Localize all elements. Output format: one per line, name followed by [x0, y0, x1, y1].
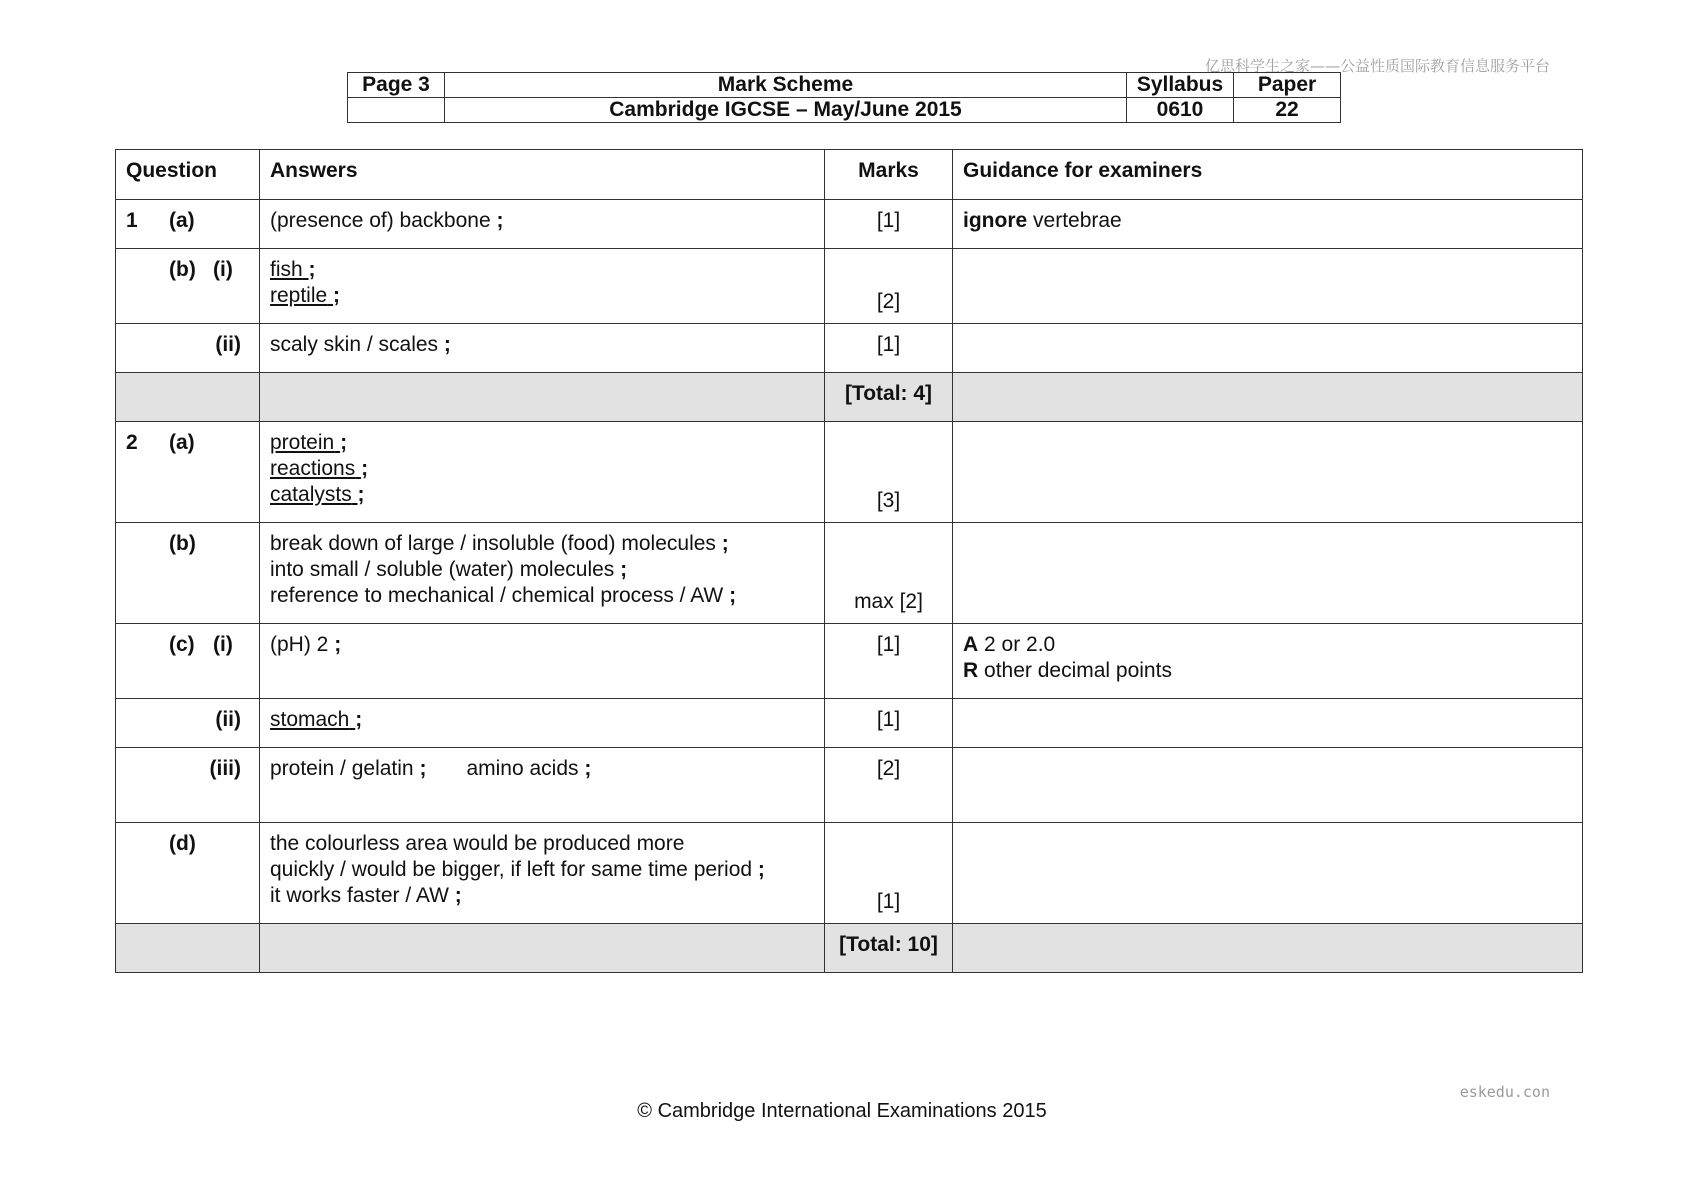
guidance-cell — [953, 249, 1583, 324]
separator: ; — [620, 558, 628, 581]
answer-text: quickly / would be bigger, if left for same time period — [270, 858, 753, 881]
total-row — [116, 373, 1583, 422]
guidance-text: 2 or 2.0 — [984, 633, 1056, 656]
table-row — [116, 249, 1583, 324]
answer-text: reference to mechanical / chemical process / AW — [270, 584, 724, 607]
question-subpart: (ii) — [215, 333, 241, 356]
answer-cell — [260, 699, 825, 748]
mark-cell: [1] — [825, 200, 953, 249]
table-row — [116, 699, 1583, 748]
guidance-cell — [953, 699, 1583, 748]
page-number: Page 3 — [348, 73, 445, 98]
table-row — [116, 200, 1583, 249]
separator: ; — [757, 858, 765, 881]
answer-cell — [260, 823, 825, 924]
question-part: (a) — [169, 431, 195, 454]
mark-cell: [2] — [825, 748, 953, 823]
separator: ; — [496, 209, 504, 232]
question-subpart: (ii) — [215, 708, 241, 731]
separator: ; — [334, 633, 342, 656]
guidance-text: other decimal points — [984, 659, 1172, 682]
header-table — [347, 72, 1341, 123]
mark-cell: [1] — [825, 823, 953, 924]
syllabus-label: Syllabus — [1127, 73, 1234, 98]
separator: ; — [355, 708, 363, 731]
answer-text: the colourless area would be produced more — [270, 832, 685, 855]
mark-scheme-table — [115, 149, 1583, 973]
mark-cell: [1] — [825, 699, 953, 748]
watermark-bottom: eskedu.con — [1459, 1083, 1550, 1101]
answer-text: scaly skin / scales — [270, 333, 439, 356]
separator: ; — [333, 284, 341, 307]
guidance-text: vertebrae — [1033, 209, 1122, 232]
guidance-keyword: A — [963, 633, 979, 656]
separator: ; — [308, 258, 316, 281]
mark-cell: [1] — [825, 324, 953, 373]
guidance-cell — [953, 200, 1583, 249]
table-row — [116, 523, 1583, 624]
header-empty-cell — [348, 98, 445, 123]
answer-text: (pH) 2 — [270, 633, 329, 656]
question-part: (d) — [169, 832, 196, 855]
separator: ; — [443, 333, 451, 356]
paper-label: Paper — [1234, 73, 1341, 98]
separator: ; — [584, 757, 592, 780]
question-subpart: (i) — [213, 633, 233, 656]
watermark-top: 亿思科学生之家——公益性质国际教育信息服务平台 — [1204, 57, 1550, 75]
guidance-cell — [953, 324, 1583, 373]
separator: ; — [340, 431, 348, 454]
question-subpart: (i) — [213, 258, 233, 281]
mark-cell: [2] — [825, 249, 953, 324]
guidance-cell — [953, 748, 1583, 823]
question-part: (c) — [169, 633, 195, 656]
table-row — [116, 624, 1583, 699]
question-number: 1 — [126, 209, 138, 232]
separator: ; — [419, 757, 427, 780]
separator: ; — [361, 457, 369, 480]
guidance-keyword: R — [963, 659, 979, 682]
table-row — [116, 748, 1583, 823]
answer-text: reptile — [270, 284, 328, 307]
column-header-answers: Answers — [260, 150, 825, 200]
answer-text: catalysts — [270, 483, 352, 506]
column-header-guidance: Guidance for examiners — [953, 150, 1583, 200]
table-row — [116, 324, 1583, 373]
answer-cell — [260, 324, 825, 373]
mark-cell: [1] — [825, 624, 953, 699]
separator: ; — [454, 884, 462, 907]
total-mark: [Total: 10] — [825, 924, 953, 973]
answer-text: stomach — [270, 708, 350, 731]
answer-text: into small / soluble (water) molecules — [270, 558, 615, 581]
separator: ; — [357, 483, 365, 506]
copyright-footer: © Cambridge International Examinations 2015 — [637, 1100, 1047, 1122]
total-mark: [Total: 4] — [825, 373, 953, 422]
answer-text: amino acids — [466, 757, 579, 780]
answer-text: fish — [270, 258, 303, 281]
table-header-row — [116, 150, 1583, 200]
guidance-cell — [953, 523, 1583, 624]
answer-text: reactions — [270, 457, 356, 480]
paper-number: 22 — [1234, 98, 1341, 123]
separator: ; — [721, 532, 729, 555]
guidance-cell — [953, 422, 1583, 523]
column-header-marks: Marks — [825, 150, 953, 200]
question-part: (b) — [169, 258, 196, 281]
answer-text: break down of large / insoluble (food) molecules — [270, 532, 716, 555]
guidance-cell — [953, 624, 1583, 699]
answer-text: (presence of) backbone — [270, 209, 491, 232]
mark-cell: max [2] — [825, 523, 953, 624]
guidance-cell — [953, 823, 1583, 924]
answer-text: protein — [270, 431, 335, 454]
syllabus-code: 0610 — [1127, 98, 1234, 123]
question-number: 2 — [126, 431, 138, 454]
answer-text: it works faster / AW — [270, 884, 449, 907]
guidance-keyword: ignore — [963, 209, 1028, 232]
table-row — [116, 823, 1583, 924]
total-row — [116, 924, 1583, 973]
answer-text: protein / gelatin — [270, 757, 414, 780]
answer-cell — [260, 748, 825, 823]
question-part: (a) — [169, 209, 195, 232]
document-subtitle: Cambridge IGCSE – May/June 2015 — [445, 98, 1127, 123]
answer-cell — [260, 249, 825, 324]
answer-cell — [260, 523, 825, 624]
mark-cell: [3] — [825, 422, 953, 523]
answer-cell — [260, 422, 825, 523]
separator: ; — [729, 584, 737, 607]
question-part: (b) — [169, 532, 196, 555]
document-title: Mark Scheme — [445, 73, 1127, 98]
column-header-question: Question — [116, 150, 260, 200]
question-subpart: (iii) — [209, 757, 241, 780]
answer-cell — [260, 624, 825, 699]
table-row — [116, 422, 1583, 523]
answer-cell — [260, 200, 825, 249]
